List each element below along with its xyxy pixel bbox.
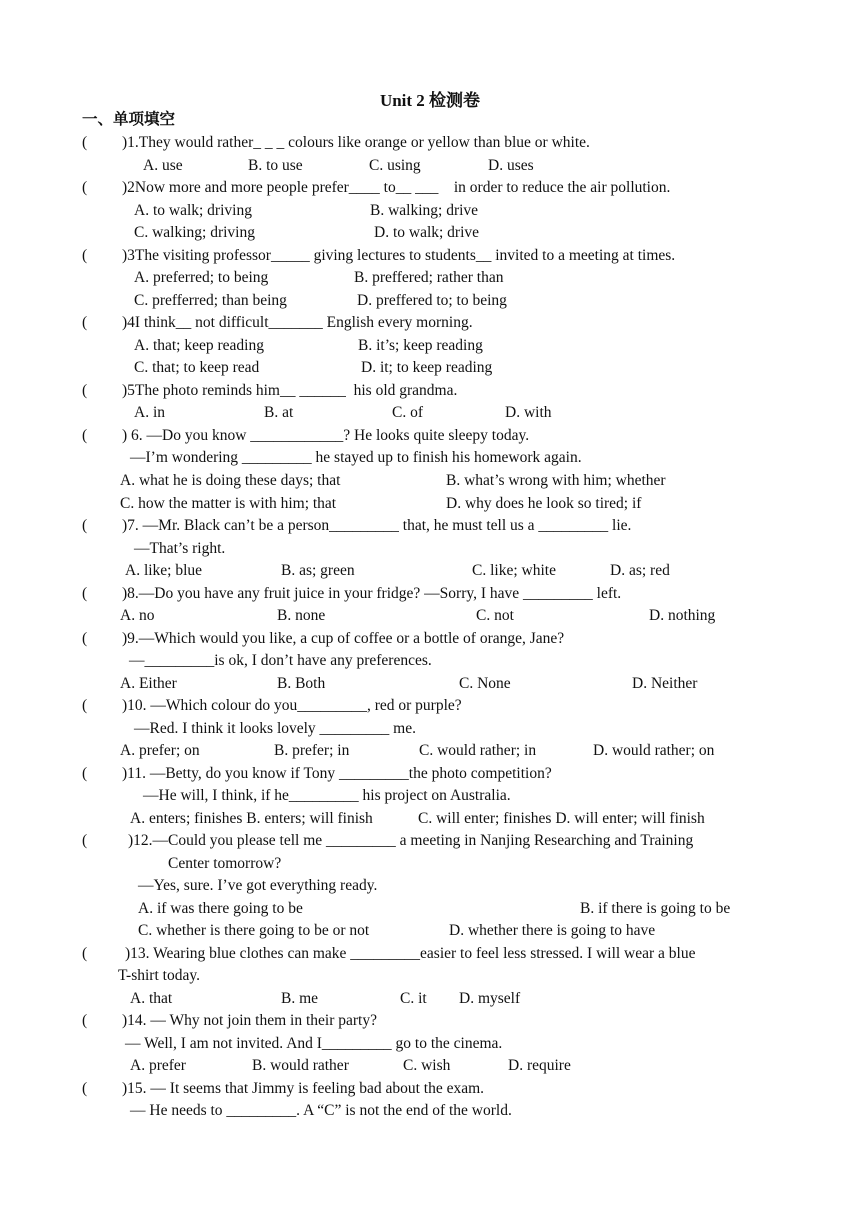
question-12-stem-reply: —Yes, sure. I’ve got everything ready. bbox=[138, 877, 378, 894]
question-5-option-a: A. in bbox=[134, 404, 165, 421]
answer-paren: ( bbox=[82, 832, 88, 849]
question-5-stem: )5The photo reminds him__ ______ his old grandma. bbox=[122, 382, 458, 399]
question-12-stem: )12.—Could you please tell me _________ a meeting in Nanjing Researching and Training bbox=[128, 832, 694, 849]
answer-paren: ( bbox=[82, 179, 88, 196]
question-9-stem-reply: —_________is ok, I don’t have any preferences. bbox=[129, 652, 432, 669]
question-15-stem-reply: — He needs to _________. A “C” is not the end of the world. bbox=[130, 1102, 512, 1119]
answer-paren: ( bbox=[82, 585, 88, 602]
answer-paren: ( bbox=[82, 697, 88, 714]
answer-paren: ( bbox=[82, 427, 88, 444]
question-6-option-c: C. how the matter is with him; that bbox=[120, 495, 337, 512]
question-14-option-a: A. prefer bbox=[130, 1057, 186, 1074]
question-10-option-a: A. prefer; on bbox=[120, 742, 200, 759]
answer-paren: ( bbox=[82, 314, 88, 331]
question-9-option-d: D. Neither bbox=[632, 675, 698, 692]
question-14-option-d: D. require bbox=[508, 1057, 571, 1074]
question-7-stem: )7. —Mr. Black can’t be a person_________ that, he must tell us a _________ lie. bbox=[122, 517, 632, 534]
question-1-option-d: D. uses bbox=[488, 157, 534, 174]
question-15-stem: )15. — It seems that Jimmy is feeling bad about the exam. bbox=[122, 1080, 485, 1097]
answer-paren: ( bbox=[82, 945, 88, 962]
question-7-option-a: A. like; blue bbox=[125, 562, 203, 579]
question-4-option-d: D. it; to keep reading bbox=[361, 359, 493, 376]
question-6-stem: ) 6. —Do you know ____________? He looks quite sleepy today. bbox=[122, 427, 530, 444]
page-title: Unit 2 检测卷 bbox=[379, 91, 481, 110]
question-8-option-b: B. none bbox=[277, 607, 326, 624]
question-10-option-c: C. would rather; in bbox=[419, 742, 537, 759]
question-6-stem-reply: —I’m wondering _________ he stayed up to finish his homework again. bbox=[130, 449, 582, 466]
answer-paren: ( bbox=[82, 765, 88, 782]
question-2-option-d: D. to walk; drive bbox=[374, 224, 480, 241]
question-11-options-cd: C. will enter; finishes D. will enter; will finish bbox=[418, 810, 705, 827]
question-5-option-c: C. of bbox=[392, 404, 423, 421]
question-3-option-d: D. preffered to; to being bbox=[357, 292, 507, 309]
question-9-option-b: B. Both bbox=[277, 675, 326, 692]
question-8-stem: )8.—Do you have any fruit juice in your fridge? —Sorry, I have _________ left. bbox=[122, 585, 622, 602]
question-9-stem: )9.—Which would you like, a cup of coffee or a bottle of orange, Jane? bbox=[122, 630, 565, 647]
question-14-option-b: B. would rather bbox=[252, 1057, 349, 1074]
question-12-option-a: A. if was there going to be bbox=[138, 900, 303, 917]
question-5-option-b: B. at bbox=[264, 404, 294, 421]
question-13-option-c: C. it bbox=[400, 990, 427, 1007]
question-10-option-d: D. would rather; on bbox=[593, 742, 715, 759]
question-8-option-a: A. no bbox=[120, 607, 155, 624]
question-12-stem-cont: Center tomorrow? bbox=[168, 855, 282, 872]
question-3-option-a: A. preferred; to being bbox=[134, 269, 269, 286]
answer-paren: ( bbox=[82, 134, 88, 151]
question-4-stem: )4I think__ not difficult_______ English every morning. bbox=[122, 314, 473, 331]
question-2-stem: )2Now more and more people prefer____ to__ ___ in order to reduce the air pollution. bbox=[122, 179, 671, 196]
question-4-option-b: B. it’s; keep reading bbox=[358, 337, 483, 354]
question-13-stem: )13. Wearing blue clothes can make _________easier to feel less stressed. I will wear a blue bbox=[125, 945, 696, 962]
question-11-options-ab: A. enters; finishes B. enters; will finish bbox=[130, 810, 373, 827]
question-4-option-c: C. that; to keep read bbox=[134, 359, 260, 376]
answer-paren: ( bbox=[82, 1012, 88, 1029]
question-13-option-b: B. me bbox=[281, 990, 319, 1007]
question-14-stem-reply: — Well, I am not invited. And I_________ go to the cinema. bbox=[125, 1035, 503, 1052]
question-7-option-c: C. like; white bbox=[472, 562, 556, 579]
question-1-stem: )1.They would rather_ _ _ colours like orange or yellow than blue or white. bbox=[122, 134, 590, 151]
question-8-option-c: C. not bbox=[476, 607, 514, 624]
question-11-stem: )11. —Betty, do you know if Tony _________the photo competition? bbox=[122, 765, 552, 782]
answer-paren: ( bbox=[82, 630, 88, 647]
question-5-option-d: D. with bbox=[505, 404, 552, 421]
answer-paren: ( bbox=[82, 517, 88, 534]
question-11-stem-reply: —He will, I think, if he_________ his project on Australia. bbox=[143, 787, 511, 804]
section-heading: 一、单项填空 bbox=[82, 111, 176, 128]
question-13-stem-cont: T-shirt today. bbox=[118, 967, 200, 984]
question-1-option-c: C. using bbox=[369, 157, 421, 174]
question-3-option-b: B. preffered; rather than bbox=[354, 269, 504, 286]
answer-paren: ( bbox=[82, 382, 88, 399]
question-7-option-b: B. as; green bbox=[281, 562, 355, 579]
question-12-option-d: D. whether there is going to have bbox=[449, 922, 656, 939]
question-7-stem-reply: —That’s right. bbox=[134, 540, 226, 557]
question-6-option-b: B. what’s wrong with him; whether bbox=[446, 472, 666, 489]
question-6-option-d: D. why does he look so tired; if bbox=[446, 495, 642, 512]
question-10-stem-reply: —Red. I think it looks lovely _________ me. bbox=[134, 720, 416, 737]
question-3-option-c: C. prefferred; than being bbox=[134, 292, 287, 309]
question-2-option-a: A. to walk; driving bbox=[134, 202, 252, 219]
question-1-option-b: B. to use bbox=[248, 157, 303, 174]
question-8-option-d: D. nothing bbox=[649, 607, 716, 624]
question-7-option-d: D. as; red bbox=[610, 562, 670, 579]
question-10-stem: )10. —Which colour do you_________, red or purple? bbox=[122, 697, 462, 714]
question-10-option-b: B. prefer; in bbox=[274, 742, 350, 759]
question-2-option-b: B. walking; drive bbox=[370, 202, 479, 219]
answer-paren: ( bbox=[82, 1080, 88, 1097]
question-13-option-d: D. myself bbox=[459, 990, 521, 1007]
question-13-option-a: A. that bbox=[130, 990, 173, 1007]
question-2-option-c: C. walking; driving bbox=[134, 224, 255, 241]
question-14-option-c: C. wish bbox=[403, 1057, 451, 1074]
question-12-option-c: C. whether is there going to be or not bbox=[138, 922, 370, 939]
question-3-stem: )3The visiting professor_____ giving lectures to students__ invited to a meeting at times. bbox=[122, 247, 676, 264]
question-6-option-a: A. what he is doing these days; that bbox=[120, 472, 341, 489]
question-9-option-c: C. None bbox=[459, 675, 511, 692]
answer-paren: ( bbox=[82, 247, 88, 264]
question-4-option-a: A. that; keep reading bbox=[134, 337, 264, 354]
question-1-option-a: A. use bbox=[143, 157, 183, 174]
question-9-option-a: A. Either bbox=[120, 675, 177, 692]
question-12-option-b: B. if there is going to be bbox=[580, 900, 731, 917]
question-14-stem: )14. — Why not join them in their party? bbox=[122, 1012, 377, 1029]
